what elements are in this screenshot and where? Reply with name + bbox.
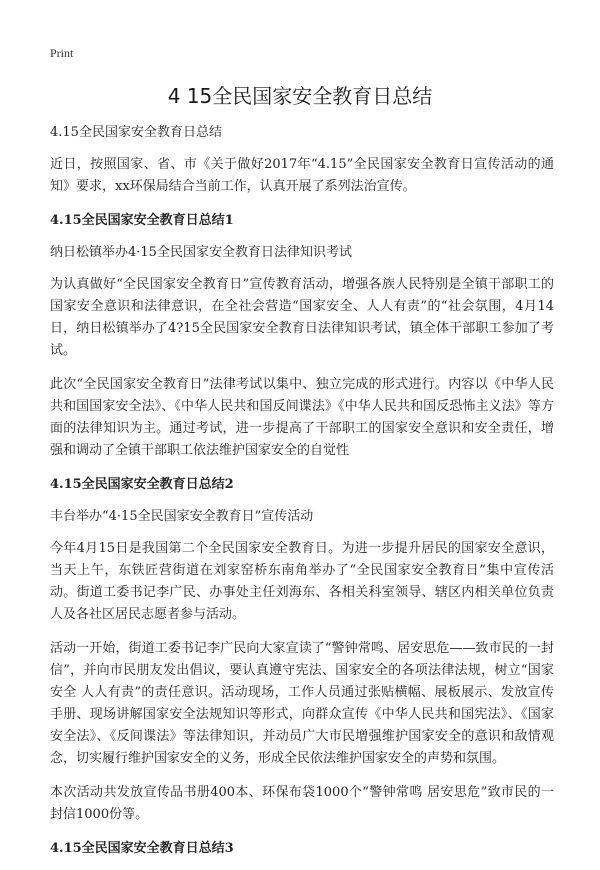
intro-paragraph: 近日，按照国家、省、市《关于做好2017年“4.15”全民国家安全教育日宣传活动的通知》要求，xx环保局结合当前工作，认真开展了系列法治宣传。	[50, 157, 554, 194]
section-2-paragraph-2: 活动一开始，街道工委书记李广民向大家宣读了“警钟常鸣、居安思危——致市民的一封信”，并向市民朋友发出倡议，要认真遵守宪法、国家安全的各项法律法规，树立“国家安全 人人有责”的责任意识。活动现场，工作人员通过张贴横幅、展板展示、发放宣传手册、现场讲解国家安全法规知识等形式，向群众宣传《中华人民共和国宪法》、《国家安全法》、《反间谍法》等法律知识，并动员广大市民增强维护国家安全的意识和敌情观念，切实履行维护国家安全的义务，形成全民依法维护国家安全的声势和氛围。	[50, 641, 554, 766]
section-1-event: 纳日松镇举办4·15全民国家安全教育日法律知识考试	[50, 245, 352, 260]
article-subtitle: 4.15全民国家安全教育日总结	[50, 125, 222, 140]
section-1-heading: 4.15全民国家安全教育日总结1	[50, 213, 234, 228]
section-3-heading: 4.15全民国家安全教育日总结3	[50, 841, 234, 856]
section-2-event: 丰台举办“4·15全民国家安全教育日”宣传活动	[50, 509, 314, 524]
print-link[interactable]: Print	[50, 46, 74, 60]
section-1-paragraph-1: 为认真做好“全民国家安全教育日”宣传教育活动，增强各族人民特别是全镇干部职工的国家安全意识和法律意识，在全社会营造“国家安全、人人有责”的“社会氛围，4月14日，纳日松镇举办了4?15全民国家安全教育日法律知识考试，镇全体干部职工参加了考试。	[50, 277, 554, 358]
article-body	[50, 122, 554, 870]
section-1-paragraph-2: 此次“全民国家安全教育日”法律考试以集中、独立完成的形式进行。内容以《中华人民共和国国家安全法》、《中华人民共和国反间谍法》《中华人民共和国反恐怖主义法》等方面的法律知识为主。通过考试，进一步提高了干部职工的国家安全意识和安全责任，增强和调动了全镇干部职工依法维护国家安全的自觉性	[50, 377, 554, 458]
page-title: 4 15全民国家安全教育日总结	[167, 84, 433, 108]
section-2-paragraph-3: 本次活动共发放宣传品书册400本、环保布袋1000个“警钟常鸣 居安思危”致市民的一封信1000份等。	[50, 785, 554, 822]
section-2-paragraph-1: 今年4月15日是我国第二个全民国家安全教育日。为进一步提升居民的国家安全意识，当天上午，东铁匠营街道在刘家窑桥东南角举办了“全民国家安全教育日”集中宣传活动。街道工委书记李广民、办事处主任刘海东、各相关科室领导、辖区内相关单位负责人及各社区居民志愿者参与活动。	[50, 541, 554, 622]
section-2-heading: 4.15全民国家安全教育日总结2	[50, 477, 234, 492]
